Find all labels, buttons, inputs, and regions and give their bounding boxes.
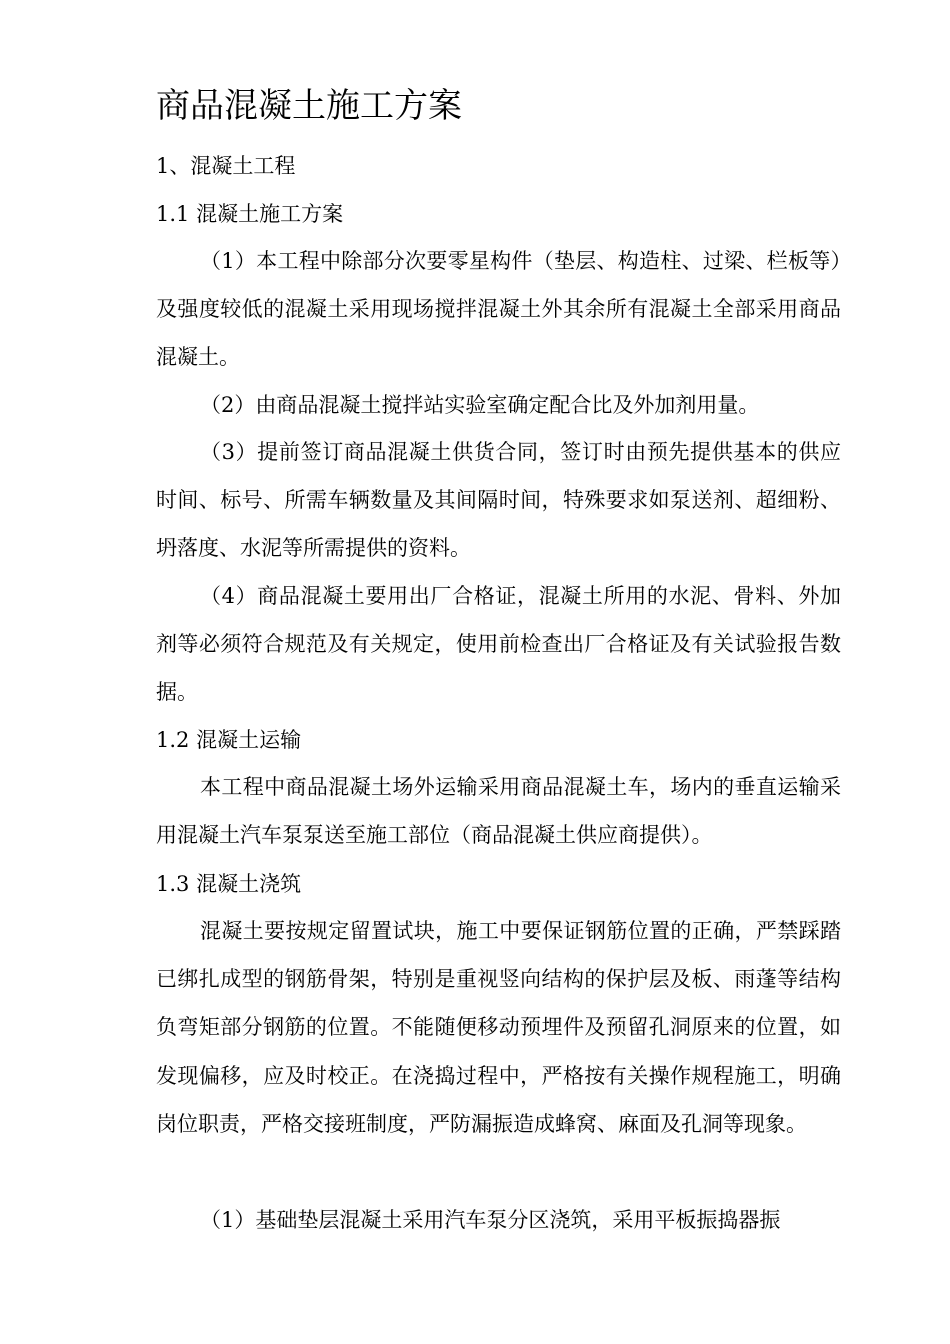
section-heading-1-3: 1.3 混凝土浇筑 <box>156 872 302 896</box>
section-heading-1-2: 1.2 混凝土运输 <box>156 728 302 752</box>
paragraph-4: （4）商品混凝土要用出厂合格证，混凝土所用的水泥、骨料、外加剂等必须符合规范及有关规定，使用前检查出厂合格证及有关试验报告数据。 <box>156 584 841 705</box>
paragraph-7: （1）基础垫层混凝土采用汽车泵分区浇筑，采用平板振捣器振 <box>200 1208 781 1232</box>
paragraph-6: 混凝土要按规定留置试块，施工中要保证钢筋位置的正确，严禁踩踏已绑扎成型的钢筋骨架，特别是重视竖向结构的保护层及板、雨蓬等结构负弯矩部分钢筋的位置。不能随便移动预埋件及预留孔洞原来的位置，如发现偏移，应及时校正。在浇捣过程中，严格按有关操作规程施工，明确岗位职责，严格交接班制度，严防漏振造成蜂窝、麻面及孔洞等现象。 <box>156 919 841 1136</box>
paragraph-3: （3）提前签订商品混凝土供货合同，签订时由预先提供基本的供应时间、标号、所需车辆数量及其间隔时间，特殊要求如泵送剂、超细粉、坍落度、水泥等所需提供的资料。 <box>156 440 841 561</box>
section-heading-1-1: 1.1 混凝土施工方案 <box>156 202 344 226</box>
paragraph-2: （2）由商品混凝土搅拌站实验室确定配合比及外加剂用量。 <box>200 393 760 417</box>
paragraph-5: 本工程中商品混凝土场外运输采用商品混凝土车，场内的垂直运输采用混凝土汽车泵泵送至施工部位（商品混凝土供应商提供）。 <box>156 775 841 848</box>
section-heading-1: 1、混凝土工程 <box>156 154 296 178</box>
document-title: 商品混凝土施工方案 <box>156 86 462 126</box>
paragraph-1: （1）本工程中除部分次要零星构件（垫层、构造柱、过梁、栏板等）及强度较低的混凝土采用现场搅拌混凝土外其余所有混凝土全部采用商品混凝土。 <box>156 249 841 370</box>
